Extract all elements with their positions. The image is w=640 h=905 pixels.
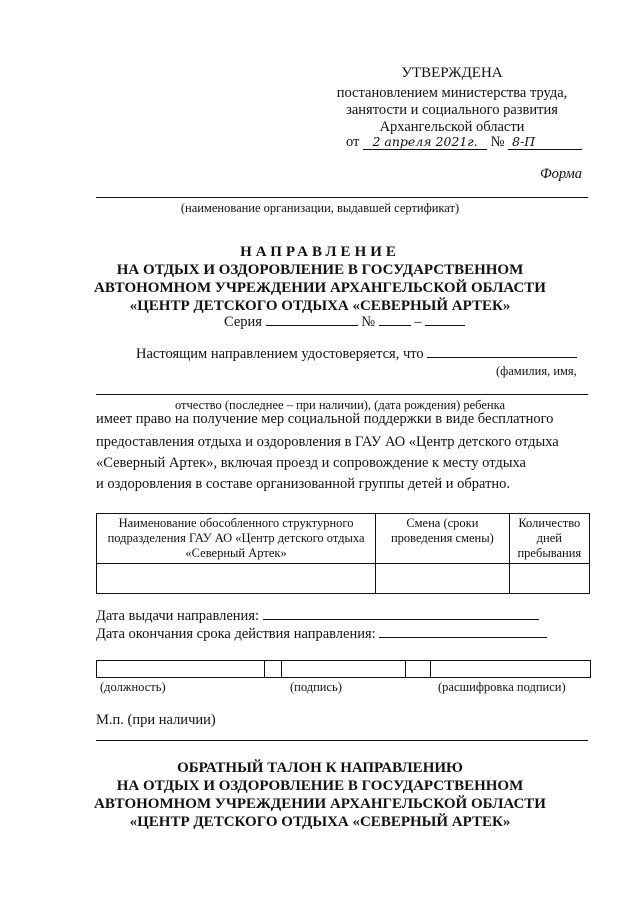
child-name-field[interactable]: [427, 357, 577, 358]
signature-box[interactable]: [281, 661, 405, 678]
body-line-2: предоставления отдыха и оздоровления в ГАУ АО «Центр детского отдыха: [96, 434, 559, 450]
approval-date-line: [346, 134, 582, 151]
child-details-caption: отчество (последнее – при наличии), (дата рождения) ребенка: [174, 398, 506, 412]
approval-line-1: постановлением министерства труда,: [336, 85, 568, 101]
child-details-line: [96, 394, 588, 395]
return-slip-line-2: НА ОТДЫХ И ОЗДОРОВЛЕНИЕ В ГОСУДАРСТВЕННОМ: [116, 778, 524, 794]
separator-box: [264, 661, 281, 678]
body-line-1: имеет право на получение мер социальной поддержки в виде бесплатного: [96, 411, 554, 427]
header-shift: Смена (сроки проведения смены): [376, 514, 510, 564]
heading-line-4: «ЦЕНТР ДЕТСКОГО ОТДЫХА «СЕВЕРНЫЙ АРТЕК»: [129, 298, 511, 314]
approval-line-3: Архангельской области: [379, 119, 525, 135]
series-line: [224, 314, 465, 331]
issue-date-line: [96, 608, 539, 625]
assignment-table: [96, 513, 590, 594]
series-number-field[interactable]: [379, 325, 411, 326]
signature-table: [96, 660, 591, 678]
approval-number: 8-П: [508, 134, 582, 150]
table-row: [97, 564, 590, 594]
certify-line: [136, 346, 577, 363]
certify-text: Настоящим направлением удостоверяется, что: [136, 346, 424, 362]
position-box[interactable]: [97, 661, 265, 678]
organization-caption: (наименование организации, выдавшей сертификат): [180, 201, 460, 215]
subdivision-cell[interactable]: [97, 564, 376, 594]
approval-line-2: занятости и социального развития: [346, 102, 558, 118]
series-number-suffix-field[interactable]: [425, 325, 465, 326]
body-line-4: и оздоровления в составе организованной группы детей и обратно.: [96, 476, 511, 492]
heading-line-3: АВТОНОМНОМ УЧРЕЖДЕНИИ АРХАНГЕЛЬСКОЙ ОБЛАСТИ: [94, 280, 546, 296]
header-subdivision: Наименование обособленного структурного подразделения ГАУ АО «Центр детского отдыха «Северный Артек»: [97, 514, 376, 564]
issue-date-field[interactable]: [263, 619, 539, 620]
expiry-date-field[interactable]: [379, 637, 547, 638]
heading-line-2: НА ОТДЫХ И ОЗДОРОВЛЕНИЕ В ГОСУДАРСТВЕННОМ: [116, 262, 524, 278]
body-line-3: «Северный Артек», включая проезд и сопровождение к месту отдыха: [96, 455, 526, 471]
name-caption: (фамилия, имя,: [496, 364, 577, 378]
expiry-date-line: [96, 626, 547, 643]
position-caption: (должность): [100, 680, 166, 694]
series-number-label: №: [361, 314, 376, 330]
separator-line: [96, 740, 588, 741]
signature-caption: (подпись): [290, 680, 342, 694]
number-label: №: [490, 134, 505, 150]
decoding-box[interactable]: [430, 661, 590, 678]
days-cell[interactable]: [509, 564, 589, 594]
stamp-label: М.п. (при наличии): [96, 712, 216, 728]
shift-cell[interactable]: [376, 564, 510, 594]
organization-line: [96, 197, 588, 198]
form-label: Форма: [540, 166, 582, 182]
return-slip-line-3: АВТОНОМНОМ УЧРЕЖДЕНИИ АРХАНГЕЛЬСКОЙ ОБЛАСТИ: [94, 796, 546, 812]
heading-title: НАПРАВЛЕНИЕ: [240, 244, 400, 260]
header-days: Количество дней пребывания: [509, 514, 589, 564]
return-slip-line-1: ОБРАТНЫЙ ТАЛОН К НАПРАВЛЕНИЮ: [177, 760, 463, 776]
return-slip-line-4: «ЦЕНТР ДЕТСКОГО ОТДЫХА «СЕВЕРНЫЙ АРТЕК»: [129, 814, 511, 830]
decoding-caption: (расшифровка подписи): [438, 680, 566, 694]
table-header-row: [97, 514, 590, 564]
series-field[interactable]: [266, 325, 358, 326]
separator-box: [406, 661, 431, 678]
expiry-date-label: Дата окончания срока действия направления:: [96, 626, 376, 642]
from-label: от: [346, 134, 360, 150]
series-label: Серия: [224, 314, 262, 330]
issue-date-label: Дата выдачи направления:: [96, 608, 260, 624]
approval-title: УТВЕРЖДЕНА: [401, 65, 503, 81]
signature-row: [97, 661, 591, 678]
approval-date: 2 апреля 2021г.: [363, 134, 487, 150]
series-dash: –: [414, 314, 422, 330]
